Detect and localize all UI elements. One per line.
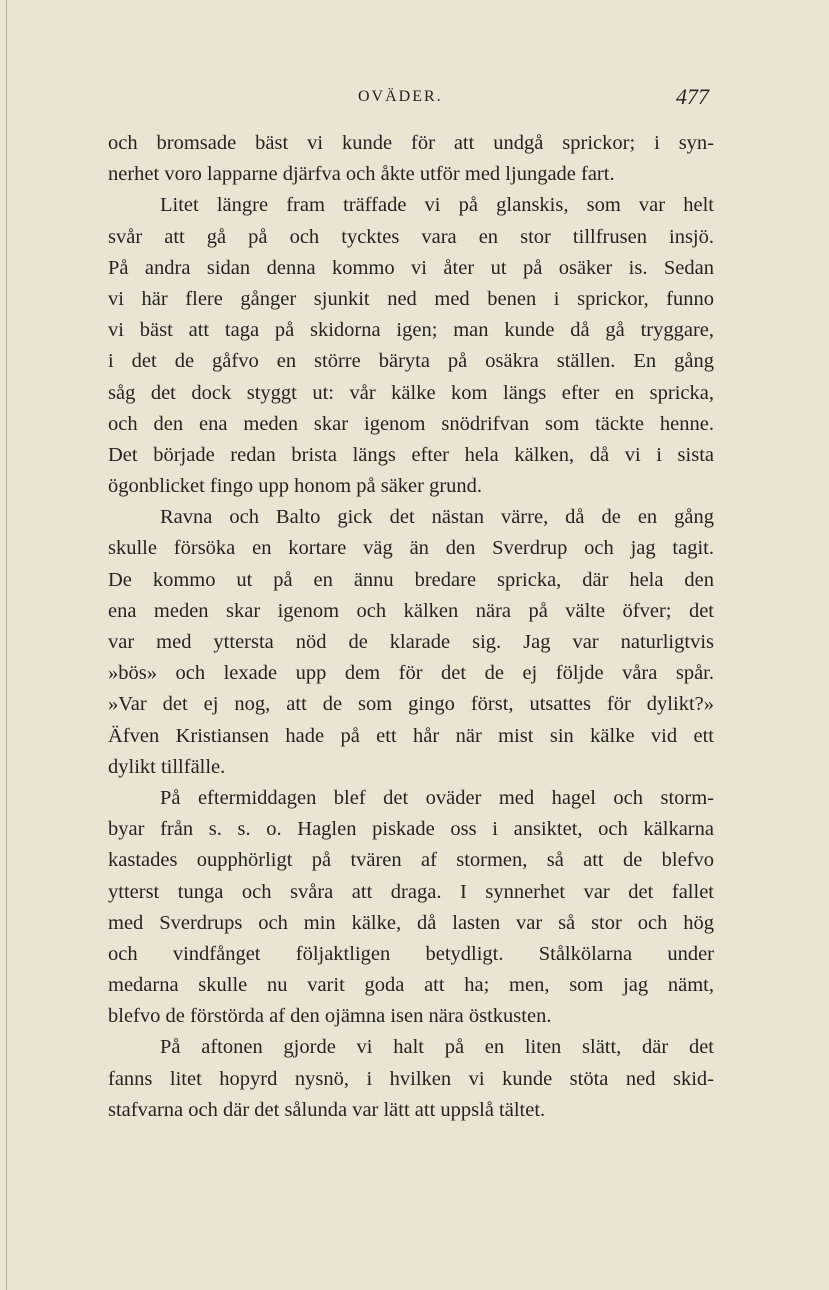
text-line: På eftermiddagen blef det oväder med hagel och storm- bbox=[160, 786, 714, 809]
text-line: blefvo de förstörda af den ojämna isen nära östkusten. bbox=[108, 1005, 552, 1028]
text-line: vi bäst att taga på skidorna igen; man kunde då gå tryggare, bbox=[108, 319, 714, 342]
text-line: »bös» och lexade upp dem för det de ej följde våra spår. bbox=[108, 662, 714, 685]
text-line: »Var det ej nog, att de som gingo först, utsattes för dylikt?» bbox=[108, 693, 714, 716]
text-line: nerhet voro lapparne djärfva och åkte utför med ljungade fart. bbox=[108, 163, 615, 186]
text-line: ena meden skar igenom och kälken nära på välte öfver; det bbox=[108, 599, 714, 622]
text-line: Litet längre fram träffade vi på glanskis, som var helt bbox=[160, 194, 714, 217]
page-header bbox=[0, 84, 829, 114]
page-number: 477 bbox=[676, 84, 709, 109]
text-line: ögonblicket fingo upp honom på säker grund. bbox=[108, 475, 483, 498]
text-line: fanns litet hopyrd nysnö, i hvilken vi kunde stöta ned skid- bbox=[108, 1067, 714, 1090]
text-line: i det de gåfvo en större bäryta på osäkra ställen. En gång bbox=[108, 350, 714, 373]
text-line: På andra sidan denna kommo vi åter ut på osäker is. Sedan bbox=[108, 256, 714, 279]
text-line: svår att gå på och tycktes vara en stor tillfrusen insjö. bbox=[108, 225, 714, 248]
text-line: och vindfånget följaktligen betydligt. Stålkölarna under bbox=[108, 942, 714, 965]
text-line: med Sverdrups och min kälke, då lasten var så stor och hög bbox=[108, 911, 714, 934]
text-line: kastades oupphörligt på tvären af stormen, så att de blefvo bbox=[108, 849, 714, 872]
text-line: medarna skulle nu varit goda att ha; men, som jag nämt, bbox=[108, 974, 714, 997]
text-line: Ravna och Balto gick det nästan värre, då de en gång bbox=[160, 506, 714, 529]
text-line: och bromsade bäst vi kunde för att undgå sprickor; i syn- bbox=[108, 132, 714, 154]
text-line: På aftonen gjorde vi halt på en liten slätt, där det bbox=[160, 1036, 714, 1059]
text-line: vi här flere gånger sjunkit ned med benen i sprickor, funno bbox=[108, 287, 714, 310]
text-line: och den ena meden skar igenom snödrifvan som täckte henne. bbox=[108, 412, 714, 435]
text-line: Det började redan brista längs efter hela kälken, då vi i sista bbox=[108, 443, 714, 466]
page-edge-line bbox=[6, 0, 7, 1290]
text-line: såg det dock styggt ut: vår kälke kom längs efter en spricka, bbox=[108, 381, 714, 404]
body-text bbox=[108, 128, 714, 1126]
running-head: OVÄDER. bbox=[358, 88, 443, 105]
text-line: var med yttersta nöd de klarade sig. Jag var naturligtvis bbox=[108, 631, 714, 653]
text-line: dylikt tillfälle. bbox=[108, 755, 226, 778]
text-line: stafvarna och där det sålunda var lätt att uppslå tältet. bbox=[108, 1098, 546, 1121]
text-line: De kommo ut på en ännu bredare spricka, där hela den bbox=[108, 568, 714, 591]
text-line: byar från s. s. o. Haglen piskade oss i ansiktet, och kälkarna bbox=[108, 818, 714, 841]
text-line: skulle försöka en kortare väg än den Sverdrup och jag tagit. bbox=[108, 537, 714, 560]
text-line: ytterst tunga och svåra att draga. I synnerhet var det fallet bbox=[108, 880, 714, 903]
text-line: Äfven Kristiansen hade på ett hår när mist sin kälke vid ett bbox=[108, 724, 714, 747]
